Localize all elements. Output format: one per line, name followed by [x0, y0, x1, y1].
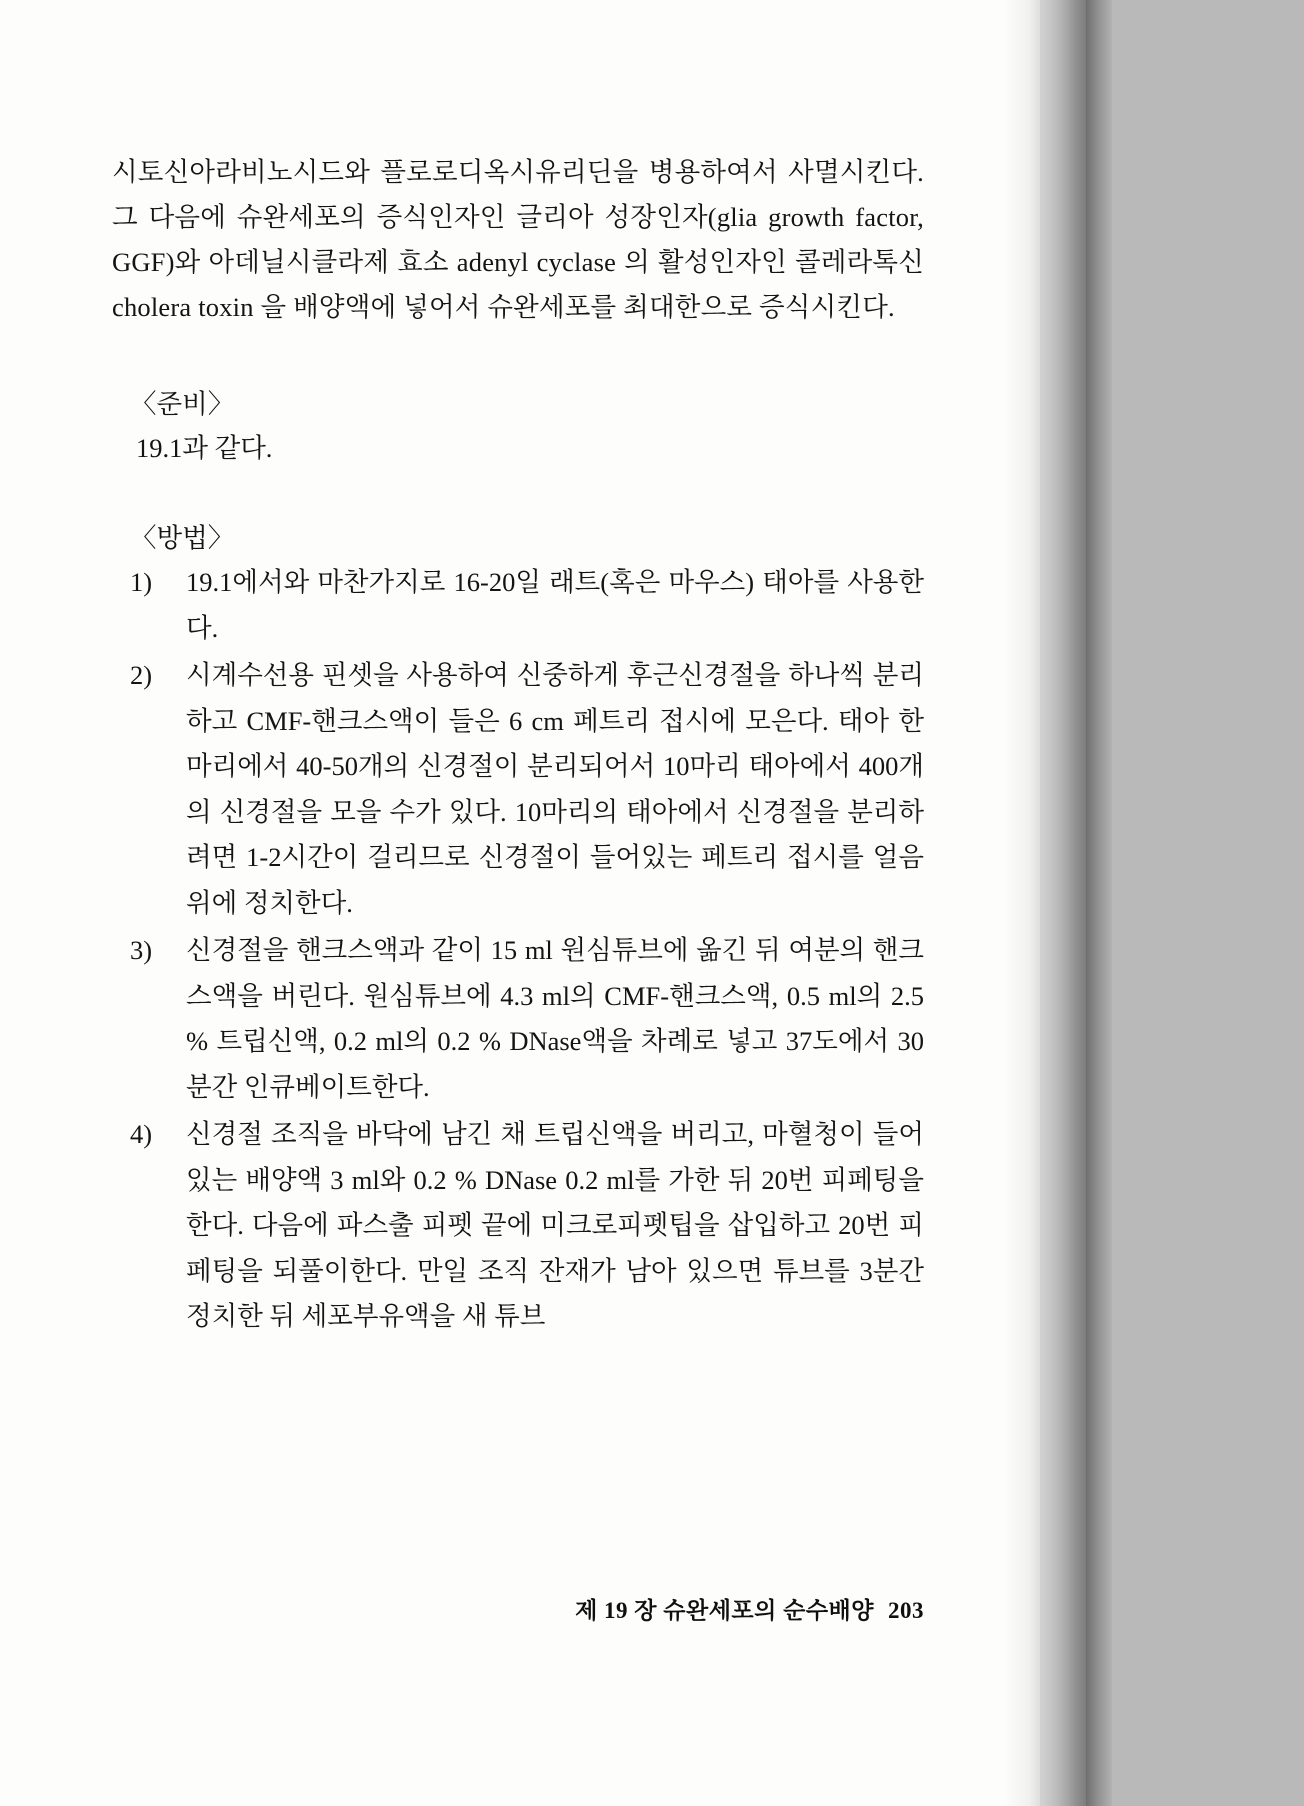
footer-chapter-title: 제 19 장 슈완세포의 순수배양 — [575, 1598, 874, 1623]
page-curl-shading — [1004, 0, 1040, 1806]
step-text: 시계수선용 핀셋을 사용하여 신중하게 후근신경절을 하나씩 분리하고 CMF-핸크스액이 들은 6 cm 페트리 접시에 모은다. 태아 한 마리에서 40-50개의 신경절이 분리되어서 10마리 태아에서 400개의 신경절을 모을 수가 있다. 10마리의 태아에서 신경절을 분리하려면 1-2시간이 걸리므로 신경절이 들어있는 페트리 접시를 얼음 위에 정치한다. — [186, 660, 924, 918]
step-number: 2) — [130, 660, 153, 690]
prep-body: 19.1과 같다. — [136, 433, 273, 463]
step-text: 19.1에서와 마찬가지로 16-20일 래트(혹은 마우스) 태아를 사용한다. — [186, 567, 924, 643]
step-number: 3) — [130, 935, 153, 965]
prep-heading: 〈준비〉 — [130, 389, 235, 419]
footer-page-number: 203 — [888, 1598, 924, 1623]
page-footer — [112, 1592, 924, 1625]
list-item — [130, 653, 924, 926]
list-item — [130, 560, 924, 651]
page-edge-shadow — [1086, 0, 1112, 1806]
page-edge-thickness — [1034, 0, 1086, 1806]
step-text: 신경절 조직을 바닥에 남긴 채 트립신액을 버리고, 마혈청이 들어있는 배양액 3 ml와 0.2 % DNase 0.2 ml를 가한 뒤 20번 피페팅을 한다. 다음에 파스출 피펫 끝에 미크로피펫팁을 삽입하고 20번 피페팅을 되풀이한다. 만일 조직 잔재가 남아 있으면 튜브를 3분간 정치한 뒤 세포부유액을 새 튜브 — [186, 1119, 924, 1331]
step-number: 4) — [130, 1119, 153, 1149]
spacer — [112, 330, 924, 382]
method-step-list — [112, 560, 924, 1340]
list-item — [130, 928, 924, 1110]
step-text: 신경절을 핸크스액과 같이 15 ml 원심튜브에 옮긴 뒤 여분의 핸크스액을 버린다. 원심튜브에 4.3 ml의 CMF-핸크스액, 0.5 ml의 2.5 % 트립신액, 0.2 ml의 0.2 % DNase액을 차례로 넣고 37도에서 30분간 인큐베이트한다. — [186, 935, 924, 1102]
text-column — [112, 150, 924, 1342]
method-heading: 〈방법〉 — [130, 523, 235, 553]
intro-paragraph: 시토신아라비노시드와 플로로디옥시유리딘을 병용하여서 사멸시킨다. 그 다음에 슈완세포의 증식인자인 글리아 성장인자(glia growth factor, GGF)와 아데닐시클라제 효소 adenyl cyclase 의 활성인자인 콜레라톡신 cholera toxin 을 배양액에 넣어서 슈완세포를 최대한으로 증식시킨다. — [112, 157, 924, 322]
list-item — [130, 1112, 924, 1340]
step-number: 1) — [130, 567, 153, 597]
spacer — [112, 470, 924, 516]
